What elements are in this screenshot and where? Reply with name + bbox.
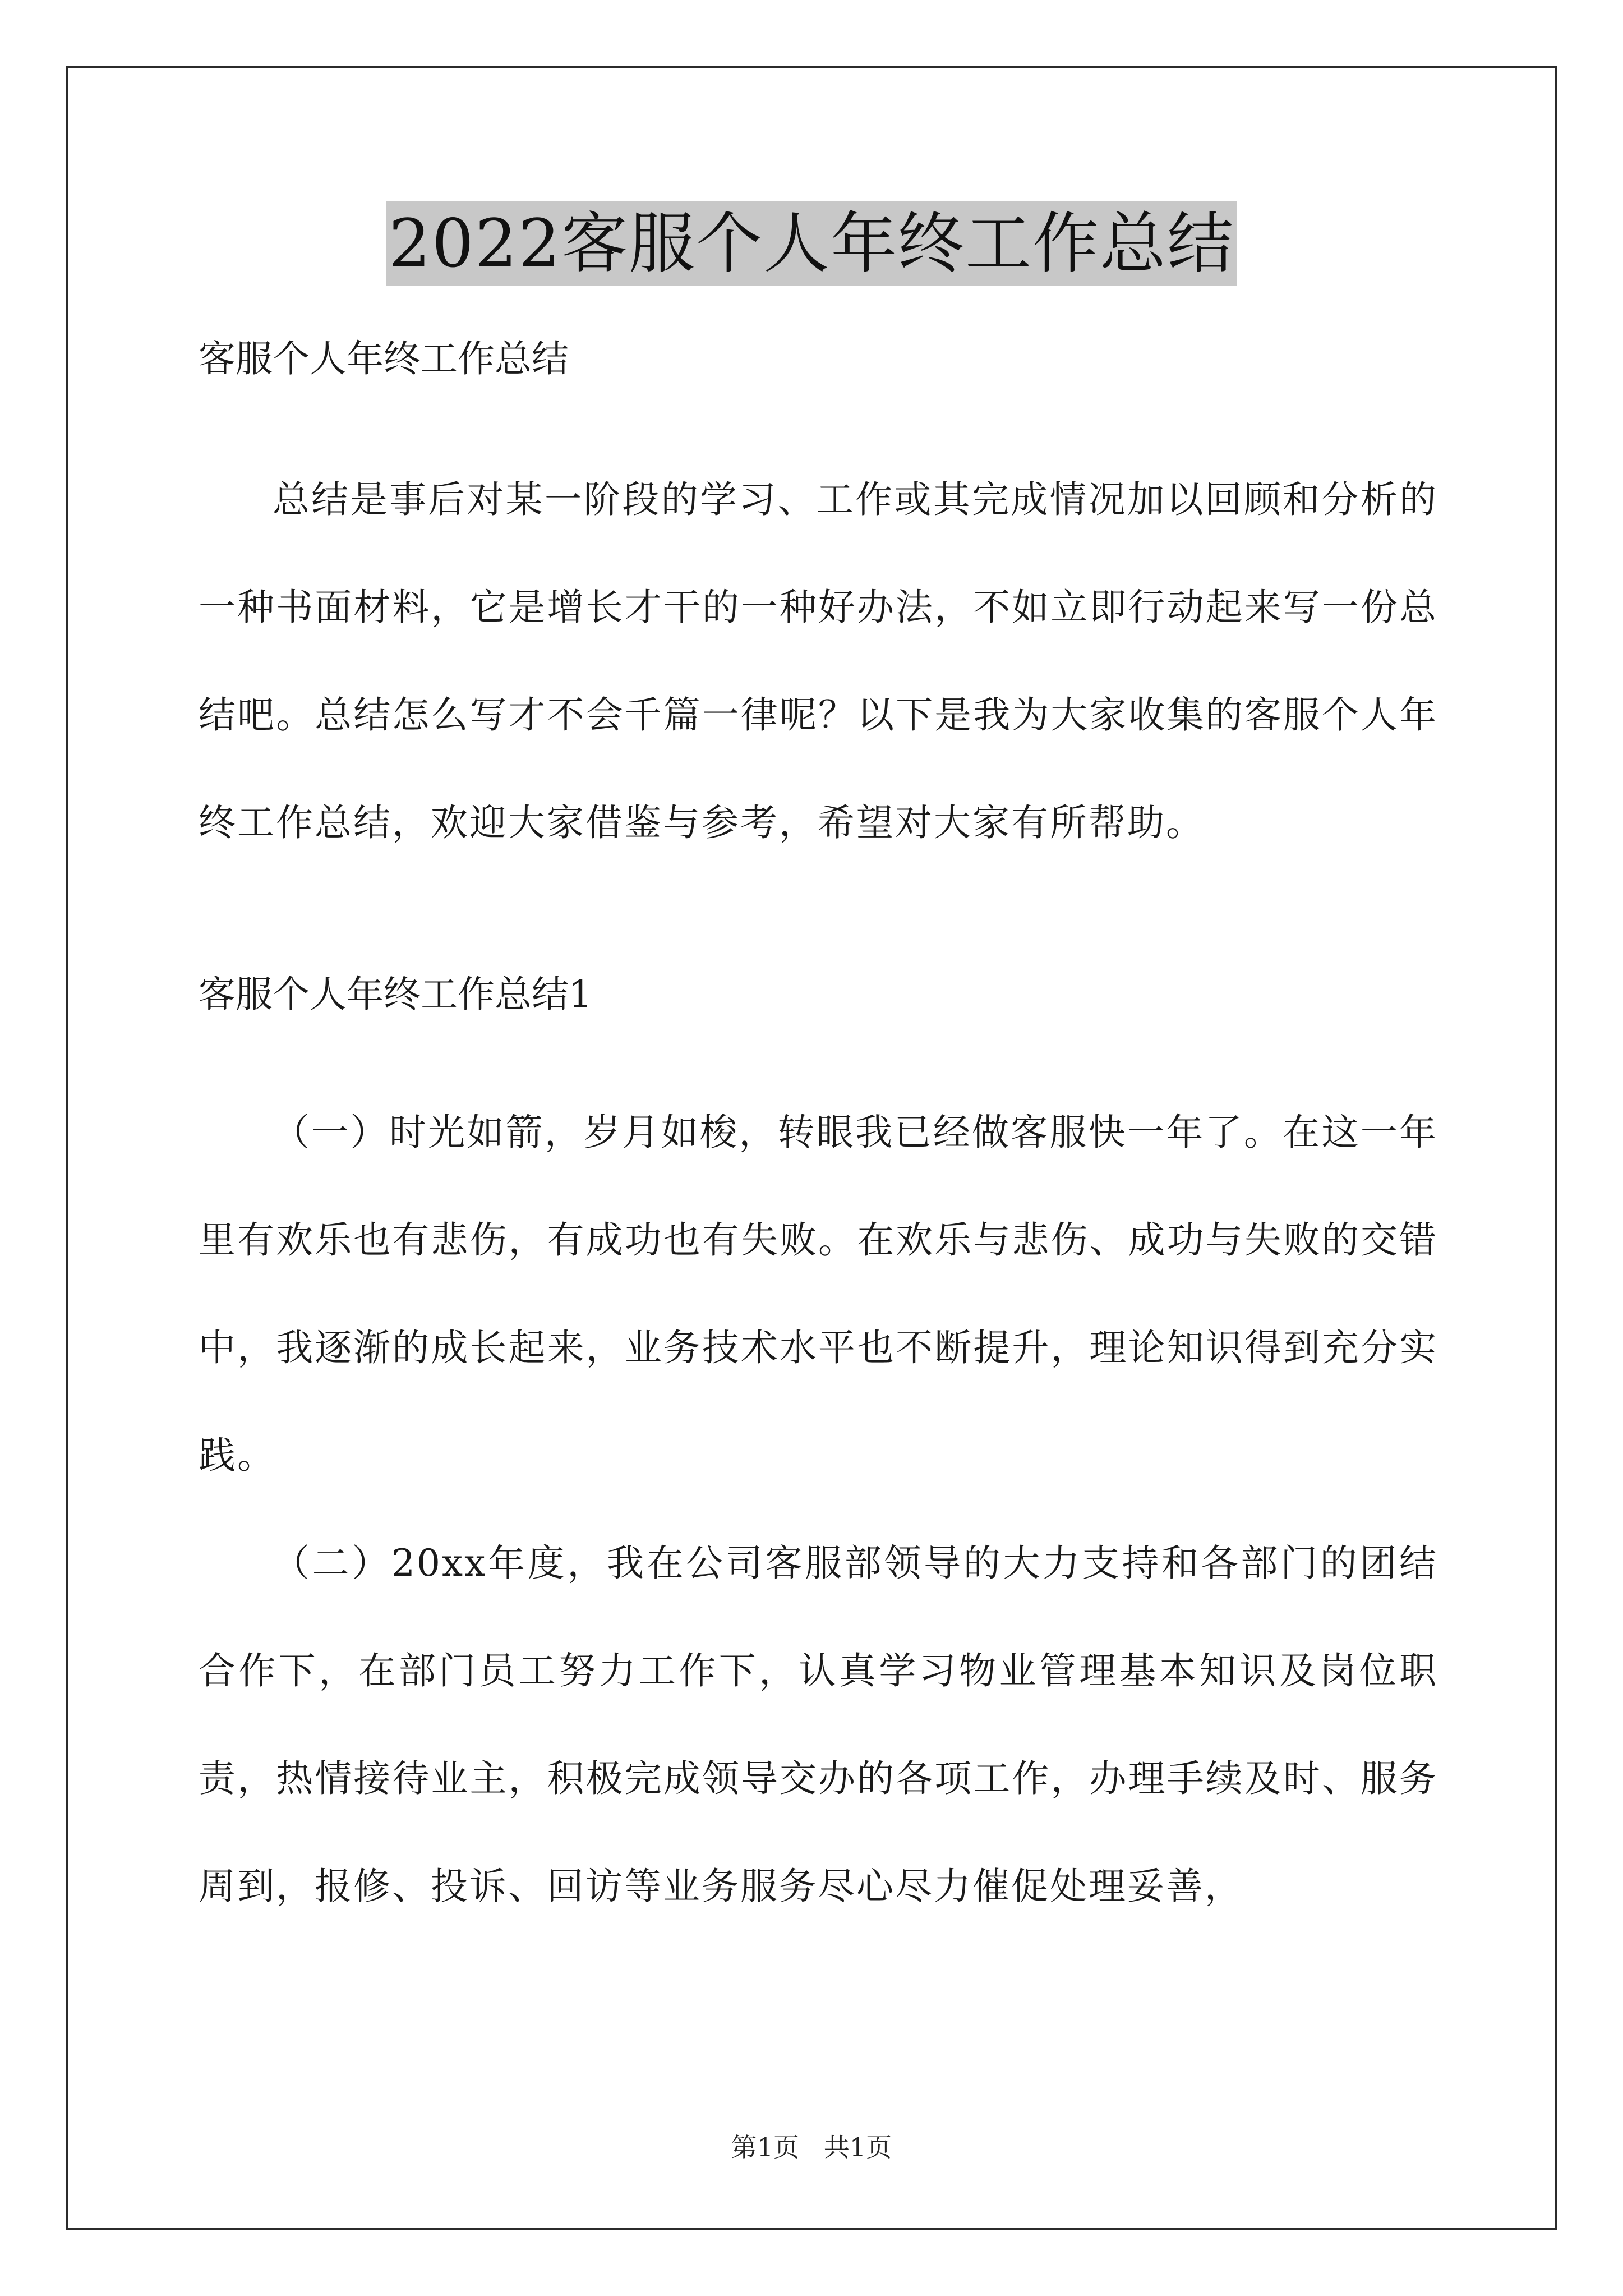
intro-heading: 客服个人年终工作总结 [199,337,569,380]
section1-heading: 客服个人年终工作总结1 [199,973,592,1016]
title-container [0,201,1623,286]
document-body [199,337,1438,1940]
section1-paragraph-2: （二）20xx年度，我在公司客服部领导的大力支持和各部门的团结合作下，在部门员工努力工作下，认真学习物业管理基本知识及岗位职责，热情接待业主，积极完成领导交办的各项工作，办理手续及时、服务周到，报修、投诉、回访等业务服务尽心尽力催促处理妥善， [199,1542,1438,1908]
intro-paragraph: 总结是事后对某一阶段的学习、工作或其完成情况加以回顾和分析的一种书面材料，它是增长才干的一种好办法，不如立即行动起来写一份总结吧。总结怎么写才不会千篇一律呢？以下是我为大家收集的客服个人年终工作总结，欢迎大家借鉴与参考，希望对大家有所帮助。 [199,478,1438,844]
section1-paragraph-1: （一）时光如箭，岁月如梭，转眼我已经做客服快一年了。在这一年里有欢乐也有悲伤，有成功也有失败。在欢乐与悲伤、成功与失败的交错中，我逐渐的成长起来，业务技术水平也不断提升，理论知识得到充分实践。 [199,1111,1438,1477]
document-title: 2022客服个人年终工作总结 [386,201,1237,286]
section-spacer [199,877,1438,972]
page-number-footer: 第1页 共1页 [731,2132,892,2162]
